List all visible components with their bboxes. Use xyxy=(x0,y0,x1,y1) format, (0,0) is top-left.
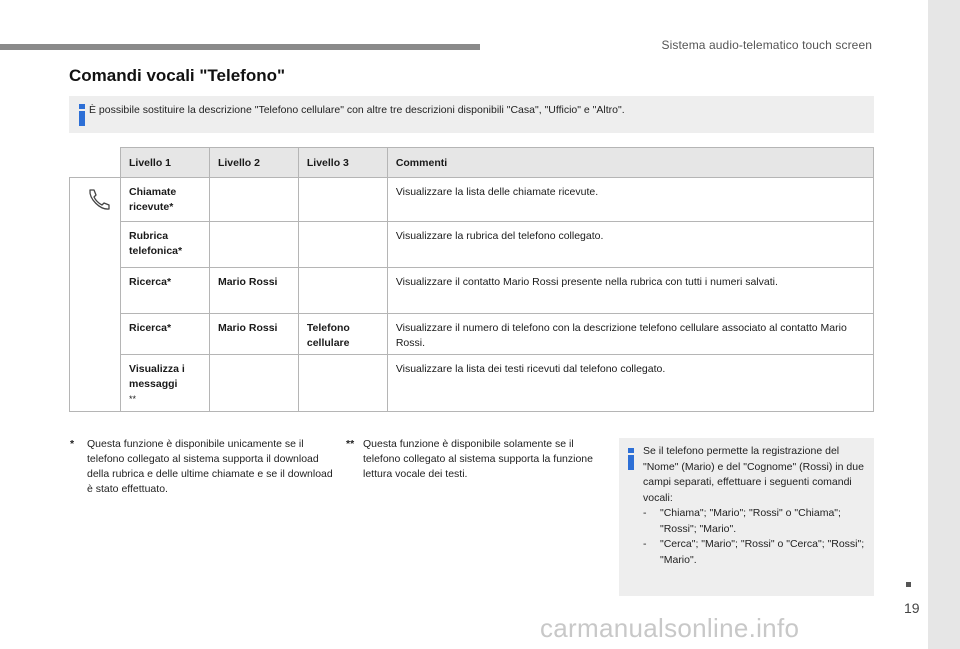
header-level-3: Livello 3 xyxy=(298,148,387,178)
page-marker xyxy=(906,582,911,587)
section-title: Sistema audio-telematico touch screen xyxy=(661,38,872,52)
list-item xyxy=(643,506,871,537)
cell-level-2 xyxy=(209,222,298,268)
header-blank xyxy=(70,148,121,178)
name-surname-note-box xyxy=(619,438,874,596)
cell-level-1: Rubrica telefonica* xyxy=(121,222,210,268)
cell-level-3: Telefono cellulare xyxy=(298,314,387,355)
footnote-text: Questa funzione è disponibile unicamente se il telefono collegato al sistema supporta il download della rubrica e delle ultime chiamate e se il download è stato effettuato. xyxy=(87,438,333,495)
page-edge-strip xyxy=(928,0,960,649)
side-note-intro: Se il telefono permette la registrazione del "Nome" (Mario) e del "Cognome" (Rossi) in due campi separati, effettuare i seguenti comandi vocali: xyxy=(643,445,864,504)
list-dash: - xyxy=(643,538,647,550)
table-header-row xyxy=(70,148,874,178)
voice-command-table xyxy=(69,147,874,412)
list-dash: - xyxy=(643,507,647,519)
list-item xyxy=(643,537,871,568)
phone-handset-icon xyxy=(86,187,112,211)
cell-comment: Visualizzare la lista dei testi ricevuti dal telefono collegato. xyxy=(387,355,873,412)
cell-level-3 xyxy=(298,178,387,222)
cell-level-1: Chiamate ricevute* xyxy=(121,178,210,222)
cell-level-2: Mario Rossi xyxy=(209,314,298,355)
cell-comment: Visualizzare il contatto Mario Rossi presente nella rubrica con tutti i numeri salvati. xyxy=(387,268,873,314)
cell-comment: Visualizzare il numero di telefono con la descrizione telefono cellulare associato al contatto Mario Rossi. xyxy=(387,314,873,355)
header-comments: Commenti xyxy=(387,148,873,178)
info-note-box xyxy=(69,96,874,133)
page-title: Comandi vocali "Telefono" xyxy=(69,66,286,85)
cell-level-3 xyxy=(298,268,387,314)
list-item-text: "Cerca"; "Mario"; "Rossi" o "Cerca"; "Rossi"; "Mario". xyxy=(660,538,865,566)
cell-level-3 xyxy=(298,355,387,412)
cell-level-1-note: ** xyxy=(129,394,137,404)
cell-level-1: Ricerca* xyxy=(121,314,210,355)
table-row xyxy=(70,178,874,222)
table-row xyxy=(70,314,874,355)
cell-level-1: Ricerca* xyxy=(121,268,210,314)
cell-level-2 xyxy=(209,178,298,222)
cell-level-3 xyxy=(298,222,387,268)
cell-comment: Visualizzare la lista delle chiamate ricevute. xyxy=(387,178,873,222)
info-note-text: È possibile sostituire la descrizione "Telefono cellulare" con altre tre descrizioni disponibili "Casa", "Ufficio" e "Altro". xyxy=(89,104,625,116)
cell-comment: Visualizzare la rubrica del telefono collegato. xyxy=(387,222,873,268)
list-item-text: "Chiama"; "Mario"; "Rossi" o "Chiama"; "Rossi"; "Mario". xyxy=(660,507,841,535)
footnote-single-asterisk xyxy=(70,437,340,497)
footnote-mark: ** xyxy=(346,438,355,450)
table-row xyxy=(70,222,874,268)
header-rule xyxy=(0,44,480,50)
cell-level-2: Mario Rossi xyxy=(209,268,298,314)
header-level-1: Livello 1 xyxy=(121,148,210,178)
footnote-mark: * xyxy=(70,438,75,450)
info-icon xyxy=(624,448,638,470)
footnote-double-asterisk xyxy=(346,437,606,482)
cell-level-2 xyxy=(209,355,298,412)
cell-level-1 xyxy=(121,355,210,412)
watermark: carmanualsonline.info xyxy=(540,613,800,643)
phone-icon-cell xyxy=(70,178,121,412)
header-level-2: Livello 2 xyxy=(209,148,298,178)
cell-level-1-text: Visualizza i messaggi xyxy=(129,363,185,390)
table-row xyxy=(70,268,874,314)
voice-command-list xyxy=(643,506,871,568)
table-row xyxy=(70,355,874,412)
footnote-text: Questa funzione è disponibile solamente se il telefono collegato al sistema supporta la funzione lettura vocale dei testi. xyxy=(363,438,593,480)
info-icon xyxy=(75,104,89,126)
page-number: 19 xyxy=(904,600,920,616)
